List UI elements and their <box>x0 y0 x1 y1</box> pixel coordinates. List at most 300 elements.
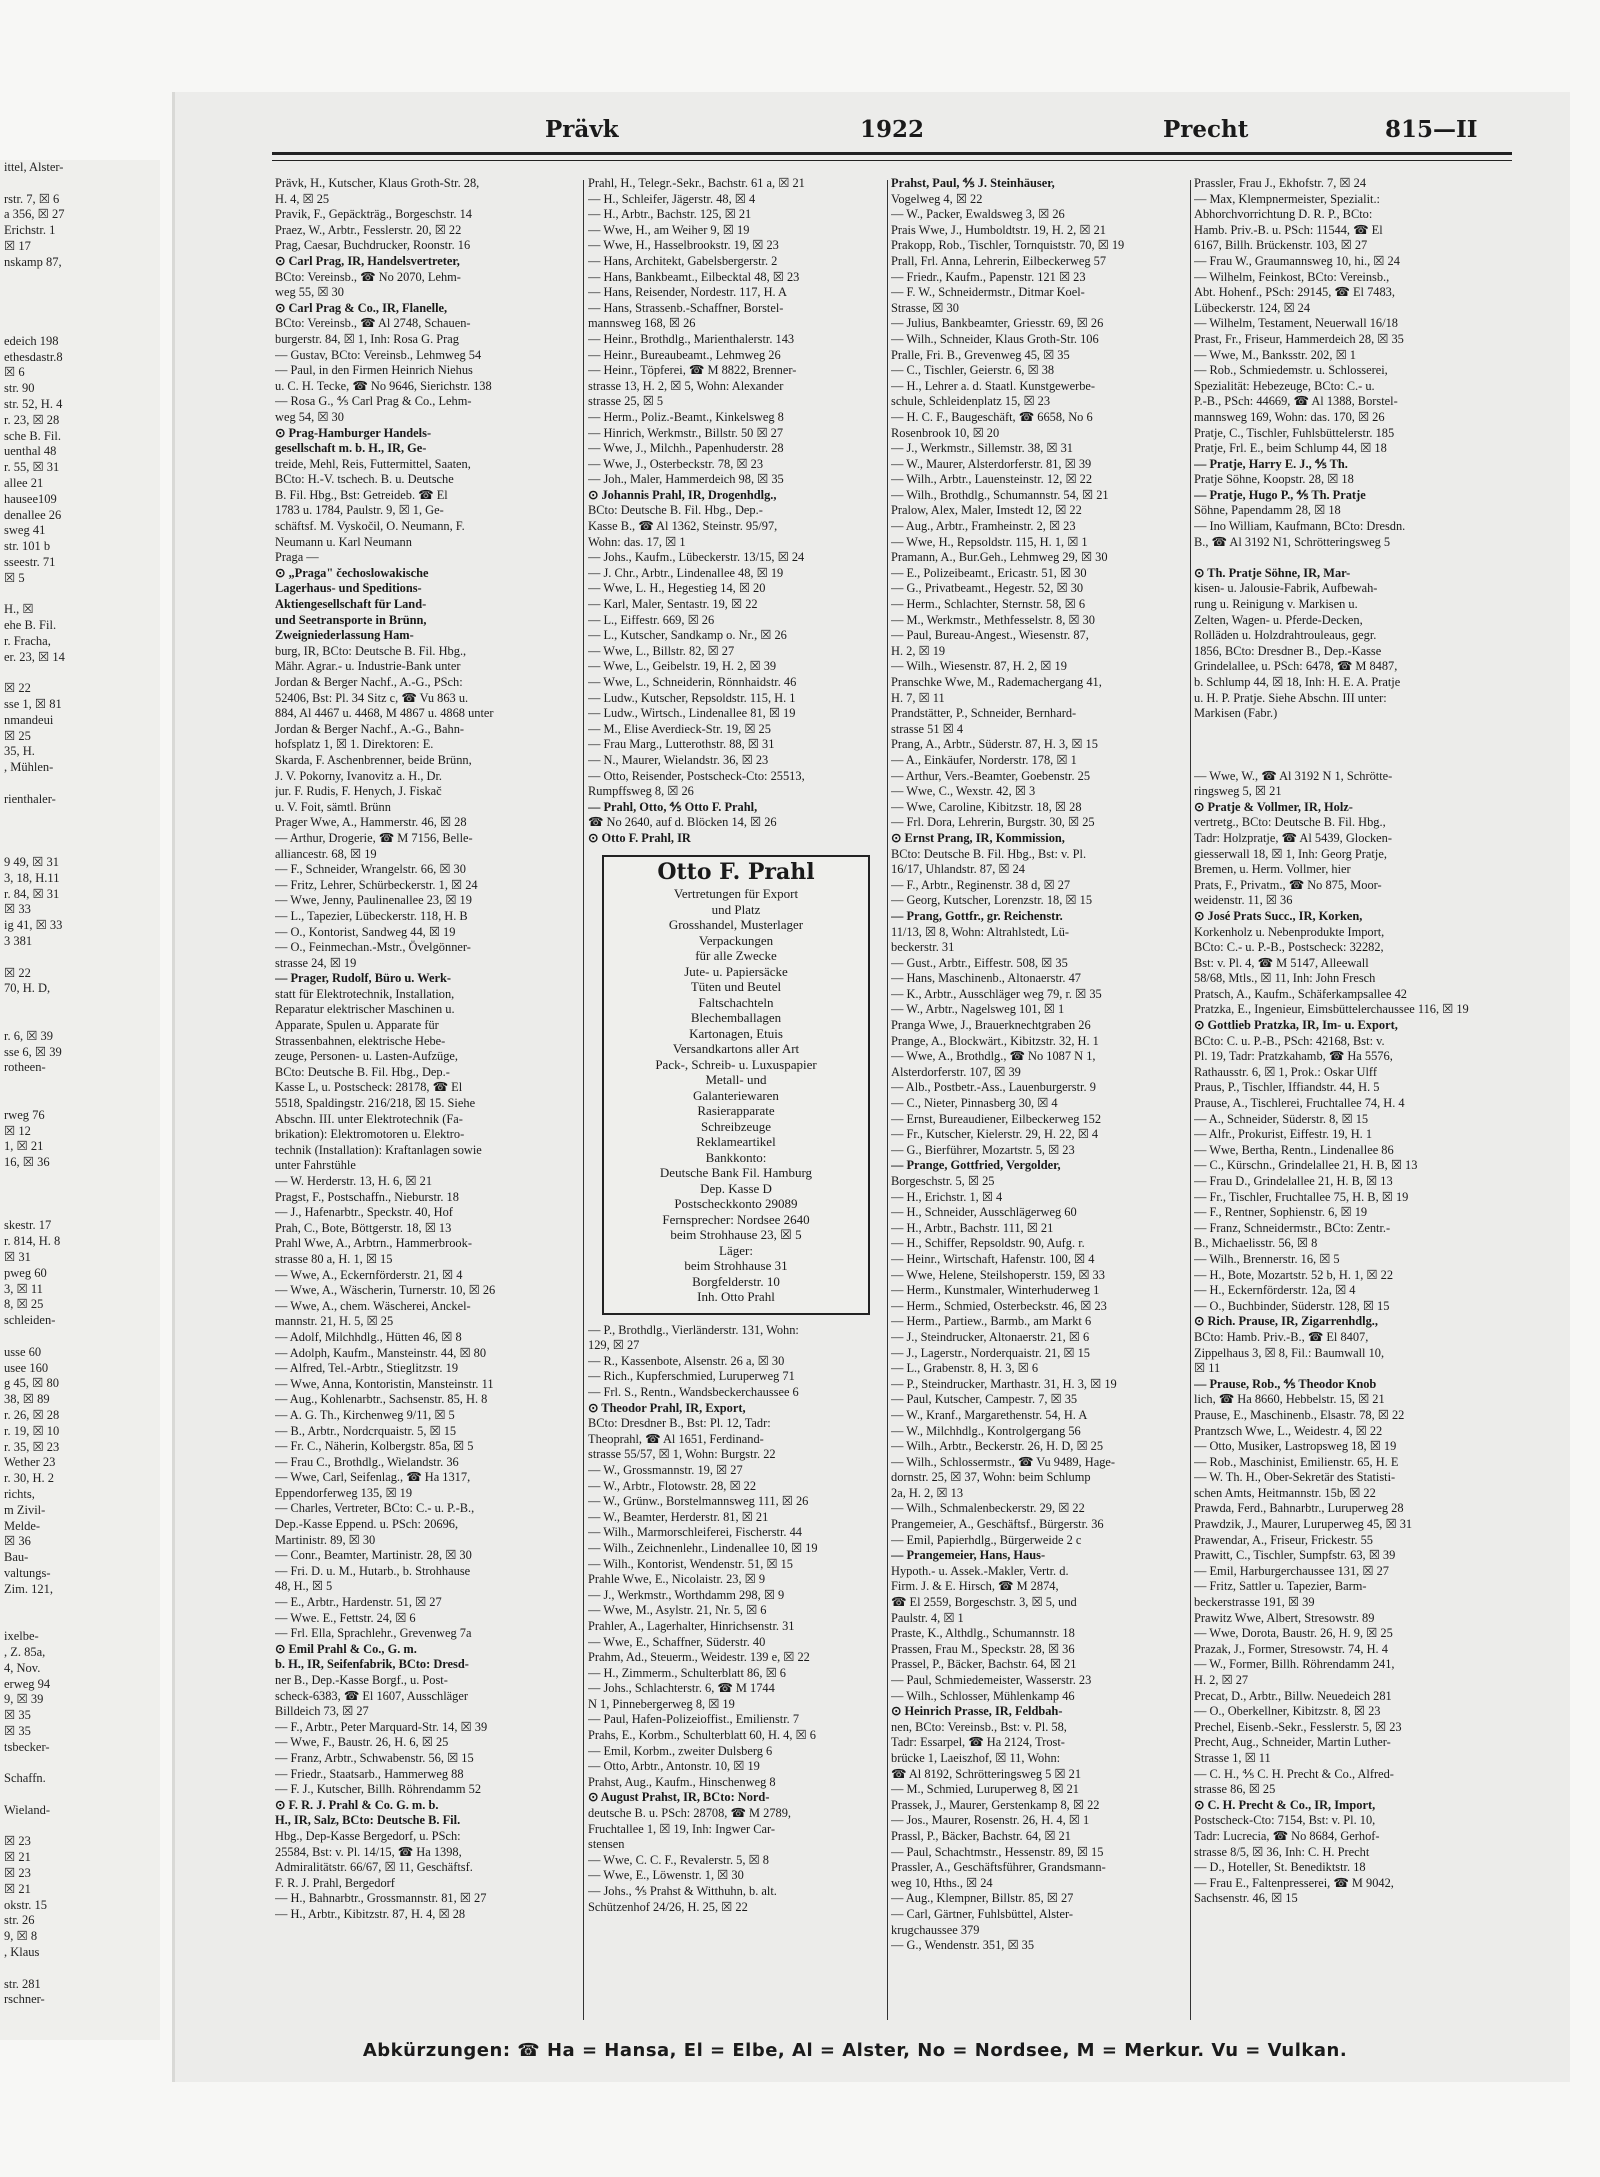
directory-entry: F. R. J. Prahl, Bergedorf <box>275 1875 395 1890</box>
directory-entry: — H., Schneider, Ausschlägerweg 60 <box>891 1205 1077 1220</box>
directory-entry: — H., Arbtr., Bachstr. 125, ☒ 21 <box>588 207 752 222</box>
advertisement-line: für alle Zwecke <box>695 948 777 964</box>
directory-entry: Pl. 19, Tadr: Pratzkahamb, ☎ Ha 5576, <box>1194 1049 1393 1064</box>
directory-entry: — Alb., Postbetr.-Ass., Lauenburgerstr. 9 <box>891 1080 1096 1095</box>
directory-entry: 52406, Bst: Pl. 34 Sitz c, ☎ Vu 863 u. <box>275 690 469 705</box>
advertisement-line: Inh. Otto Prahl <box>697 1289 775 1305</box>
directory-entry: B. Fil. Hbg., Bst: Getreideb. ☎ El <box>275 487 448 502</box>
previous-page-fragment: hausee109 <box>4 491 57 506</box>
directory-entry: Prävk, H., Kutscher, Klaus Groth-Str. 28, <box>275 176 480 190</box>
firm-entry: ⊙ C. H. Precht & Co., IR, Import, <box>1194 1797 1376 1812</box>
directory-entry: burg, IR, BCto: Deutsche B. Fil. Hbg., <box>275 643 467 658</box>
directory-entry: — Johs., ⅘ Prahst & Witthuhn, b. alt. <box>588 1884 777 1898</box>
directory-entry: — Wwe, E., Schaffner, Süderstr. 40 <box>588 1634 766 1649</box>
directory-entry: BCto: Deutsche B. Fil. Hbg., Dep.- <box>588 503 763 518</box>
directory-entry: — Frau Marg., Lutterothstr. 88, ☒ 31 <box>588 737 775 752</box>
directory-entry: — Wilhelm, Feinkost, BCto: Vereinsb., <box>1194 269 1390 284</box>
directory-entry: — W. Herderstr. 13, H. 6, ☒ 21 <box>275 1174 433 1188</box>
firm-entry: ⊙ Ernst Prang, IR, Kommission, <box>891 830 1065 845</box>
directory-entry: — Charles, Vertreter, BCto: C.- u. P.-B., <box>275 1501 475 1516</box>
directory-entry: — W., Arbtr., Flotowstr. 28, ☒ 22 <box>588 1478 757 1493</box>
directory-entry: ringsweg 5, ☒ 21 <box>1194 784 1282 799</box>
directory-entry: Martinistr. 89, ☒ 30 <box>275 1532 376 1547</box>
advertisement-line: Tüten und Beutel <box>690 979 782 995</box>
previous-page-fragment <box>0 1613 160 1629</box>
directory-entry: Pranga Wwe, J., Brauerknechtgraben 26 <box>891 1018 1091 1033</box>
advertisement-line: Borgfelderstr. 10 <box>692 1273 780 1289</box>
directory-entry: 11/13, ☒ 8, Wohn: Altrahlstedt, Lü- <box>891 924 1070 939</box>
directory-entry: Praste, K., Althdlg., Schumannstr. 18 <box>891 1626 1075 1641</box>
directory-entry: — Hinrich, Werkmstr., Billstr. 50 ☒ 27 <box>588 425 784 440</box>
directory-entry: Theoprahl, ☎ Al 1651, Ferdinand- <box>588 1431 764 1446</box>
previous-page-fragment: ☒ 22 <box>4 681 31 696</box>
firm-entry: — Pratje, Harry E. J., ⅘ Th. <box>1194 456 1348 471</box>
column-divider <box>583 180 584 2020</box>
firm-entry: Prahst, Paul, ⅘ J. Steinhäuser, <box>891 176 1055 190</box>
directory-entry: — W., Beamter, Herderstr. 81, ☒ 21 <box>588 1509 769 1524</box>
directory-entry: Prang, A., Arbtr., Süderstr. 87, H. 3, ☒ 15 <box>891 737 1098 752</box>
directory-entry: — Fri. D. u. M., Hutarb., b. Strohhause <box>275 1563 471 1578</box>
directory-entry: Praus, P., Tischler, Iffiandstr. 44, H. 5 <box>1194 1080 1380 1095</box>
advertisement-line: Kartonagen, Etuis <box>689 1025 783 1041</box>
directory-entry: — F., Schneider, Wrangelstr. 66, ☒ 30 <box>275 862 466 877</box>
directory-entry: — Gustav, BCto: Vereinsb., Lehmweg 54 <box>275 347 482 362</box>
directory-entry: strasse 86, ☒ 25 <box>1194 1782 1276 1797</box>
directory-entry: — Heinr., Töpferei, ☎ M 8822, Brenner- <box>588 363 797 378</box>
directory-entry: Prahl, H., Telegr.-Sekr., Bachstr. 61 a, ☒ 21 <box>588 176 805 190</box>
directory-entry: schule, Schleidenplatz 15, ☒ 23 <box>891 394 1051 409</box>
directory-entry: ☎ No 2640, auf d. Blöcken 14, ☒ 26 <box>588 815 777 830</box>
directory-entry: Jordan & Berger Nachf., A.-G., Bahn- <box>275 721 465 736</box>
directory-entry: — Herm., Kunstmaler, Winterhuderweg 1 <box>891 1283 1100 1298</box>
directory-entry: — M., Elise Averdieck-Str. 19, ☒ 25 <box>588 721 771 736</box>
directory-entry: N 1, Pinnebergerweg 8, ☒ 19 <box>588 1696 735 1711</box>
previous-page-fragment <box>0 1076 160 1092</box>
directory-entry: Prause, A., Tischlerei, Fruchtallee 74, H. 4 <box>1194 1096 1405 1111</box>
directory-entry: — Wwe, Dorota, Baustr. 26, H. 9, ☒ 25 <box>1194 1626 1393 1641</box>
directory-entry: — Frau D., Grindelallee 21, H. B, ☒ 13 <box>1194 1174 1393 1188</box>
directory-entry: — Paul, Schachtmstr., Hessenstr. 89, ☒ 15 <box>891 1844 1104 1859</box>
directory-entry: — Wwe, M., Banksstr. 202, ☒ 1 <box>1194 347 1356 362</box>
previous-page-fragment <box>0 1819 160 1835</box>
directory-entry: — Aug., Arbtr., Framheinstr. 2, ☒ 23 <box>891 519 1076 534</box>
advertisement-title: Otto F. Prahl <box>657 858 815 885</box>
directory-entry: — W., Former, Billh. Röhrendamm 241, <box>1194 1657 1395 1672</box>
firm-entry: ⊙ José Prats Succ., IR, Korken, <box>1194 908 1363 923</box>
advertisement-line: Fernsprecher: Nordsee 2640 <box>662 1211 810 1227</box>
directory-entry: Söhne, Papendamm 28, ☒ 18 <box>1194 503 1341 518</box>
directory-entry: strasse 51 ☒ 4 <box>891 721 964 736</box>
directory-entry: Borgeschstr. 5, ☒ 25 <box>891 1174 995 1188</box>
directory-entry: — Adolph, Kaufm., Mansteinstr. 44, ☒ 80 <box>275 1345 487 1360</box>
directory-entry: Eppendorferweg 135, ☒ 19 <box>275 1485 413 1500</box>
directory-entry: — Emil, Harburgerchaussee 131, ☒ 27 <box>1194 1563 1389 1578</box>
header-rule <box>272 152 1512 155</box>
previous-page-fragment: okstr. 15 <box>4 1897 48 1912</box>
previous-page-fragment: 3 381 <box>4 934 33 949</box>
directory-entry: — Paul, Schmiedemeister, Wasserstr. 23 <box>891 1673 1092 1687</box>
directory-entry: — Gust., Arbtr., Eiffestr. 508, ☒ 35 <box>891 955 1068 970</box>
directory-entry: — O., Oberkellner, Kibitzstr. 8, ☒ 23 <box>1194 1704 1381 1719</box>
previous-page-fragment: a 356, ☒ 27 <box>4 207 65 222</box>
firm-entry: — Prangemeier, Hans, Haus- <box>891 1548 1046 1563</box>
directory-entry: BCto: Vereinsb., ☎ No 2070, Lehm- <box>275 269 461 284</box>
directory-entry: Postscheck-Cto: 7154, Bst: v. Pl. 10, <box>1194 1813 1376 1828</box>
directory-entry: mannsweg 168, ☒ 26 <box>588 316 696 331</box>
directory-entry: ☎ Al 8192, Schrötteringsweg 5 ☒ 21 <box>891 1766 1082 1781</box>
directory-entry: dornstr. 25, ☒ 37, Wohn: beim Schlump <box>891 1470 1091 1485</box>
previous-page-fragment: ☒ 5 <box>4 570 25 585</box>
directory-entry: — Wwe, L., Schneiderin, Rönnhaidstr. 46 <box>588 675 797 689</box>
previous-page-fragment: sseestr. 71 <box>4 554 56 569</box>
directory-entry: zeuge, Personen- u. Lasten-Aufzüge, <box>275 1049 459 1064</box>
directory-entry: Prassek, J., Maurer, Gerstenkamp 8, ☒ 22 <box>891 1797 1100 1812</box>
directory-entry: BCto: Deutsche B. Fil. Hbg., Bst: v. Pl. <box>891 846 1087 861</box>
directory-entry: Pravik, F., Gepäckträg., Borgeschstr. 14 <box>275 207 472 222</box>
directory-entry: Praga — <box>275 550 319 565</box>
directory-entry: Prahm, Ad., Steuerm., Weidestr. 139 e, ☒ 22 <box>588 1650 810 1665</box>
directory-column-3 <box>891 176 1191 1954</box>
directory-entry: Kasse B., ☎ Al 1362, Steinstr. 95/97, <box>588 519 778 534</box>
previous-page-fragment: str. 101 b <box>4 539 51 554</box>
previous-page-fragment: Melde- <box>4 1518 41 1533</box>
directory-entry: H. 7, ☒ 11 <box>891 690 945 705</box>
directory-entry: — G., Bierführer, Mozartstr. 5, ☒ 23 <box>891 1142 1075 1157</box>
directory-entry: Praez, W., Arbtr., Fesslerstr. 20, ☒ 22 <box>275 222 462 237</box>
directory-entry: — Fr., Tischler, Fruchtallee 75, H. B, ☒ 19 <box>1194 1189 1409 1204</box>
directory-entry: — Rich., Kupferschmied, Luruperweg 71 <box>588 1369 795 1384</box>
advertisement-line: Blechemballagen <box>690 1010 782 1026</box>
previous-page-fragment: 1, ☒ 21 <box>4 1139 44 1154</box>
previous-page-fragment: ☒ 6 <box>4 365 25 380</box>
directory-entry: — Wwe, H., am Weiher 9, ☒ 19 <box>588 222 750 237</box>
directory-entry: b. Schlump 44, ☒ 18, Inh: H. E. A. Pratje <box>1194 675 1401 689</box>
directory-entry: Prahl Wwe, A., Arbtrn., Hammerbrook- <box>275 1236 472 1251</box>
directory-entry: statt für Elektrotechnik, Installation, <box>275 986 455 1001</box>
directory-entry: — Wwe, C., Wexstr. 42, ☒ 3 <box>891 784 1036 799</box>
directory-entry: — K., Arbtr., Ausschläger weg 79, r. ☒ 35 <box>891 986 1102 1001</box>
directory-entry: Prangemeier, A., Geschäftsf., Bürgerstr. 36 <box>891 1517 1104 1532</box>
directory-entry: — Ino William, Kaufmann, BCto: Dresdn. <box>1194 519 1406 534</box>
previous-page-fragment: 9, ☒ 39 <box>4 1692 44 1707</box>
directory-entry: u. V. Foit, sämtl. Brünn <box>275 799 391 814</box>
previous-page-fragment: r. 55, ☒ 31 <box>4 460 60 475</box>
directory-entry: jur. F. Rudis, F. Henych, J. Fiskač <box>275 784 442 799</box>
previous-page-fragment: ☒ 12 <box>4 1123 31 1138</box>
directory-entry: Pralle, Fri. B., Grevenweg 45, ☒ 35 <box>891 347 1070 362</box>
directory-entry: — A., Einkäufer, Norderstr. 178, ☒ 1 <box>891 752 1077 767</box>
directory-entry: — Wwe, C. C. F., Revalerstr. 5, ☒ 8 <box>588 1852 769 1867</box>
directory-entry: weg 10, Hths., ☒ 24 <box>891 1875 993 1890</box>
previous-page-fragment: ☒ 22 <box>4 965 31 980</box>
previous-page-fragment: str. 52, H. 4 <box>4 396 63 411</box>
previous-page-fragment <box>0 318 160 334</box>
header-rule-thin <box>272 160 1512 161</box>
directory-entry: — Herm., Schlachter, Sternstr. 58, ☒ 6 <box>891 597 1086 612</box>
directory-entry: — Adolf, Milchhdlg., Hütten 46, ☒ 8 <box>275 1329 462 1344</box>
firm-entry: b. H., IR, Seifenfabrik, BCto: Dresd- <box>275 1657 469 1672</box>
directory-entry: Prall, Frl. Anna, Lehrerin, Eilbeckerweg 57 <box>891 253 1107 268</box>
directory-entry: — Wwe, Carl, Seifenlag., ☎ Ha 1317, <box>275 1470 471 1485</box>
directory-entry: BCto: Vereinsb., ☎ Al 2748, Schauen- <box>275 316 471 331</box>
directory-entry: — Rosa G., ⅘ Carl Prag & Co., Lehm- <box>275 394 472 409</box>
directory-entry: ☎ El 2559, Borgeschstr. 3, ☒ 5, und <box>891 1595 1077 1610</box>
directory-entry: — Johs., Kaufm., Lübeckerstr. 13/15, ☒ 24 <box>588 550 805 565</box>
directory-entry: strasse 25, ☒ 5 <box>588 394 664 409</box>
previous-page-fragment: ethesdastr.8 <box>4 349 63 364</box>
previous-page-fragment <box>0 1171 160 1187</box>
directory-entry: stensen <box>588 1837 625 1852</box>
directory-entry: — Frl. S., Rentn., Wandsbeckerchaussee 6 <box>588 1385 799 1399</box>
previous-page-fragment: r. 6, ☒ 39 <box>4 1028 54 1043</box>
previous-page-fragment: valtungs- <box>4 1565 51 1580</box>
advertisement-line: Verpackungen <box>698 932 774 948</box>
directory-entry: BCto: C. u. P.-B., PSch: 42168, Bst: v. <box>1194 1033 1385 1048</box>
directory-entry: — C., Nieter, Pinnasberg 30, ☒ 4 <box>891 1096 1058 1111</box>
directory-entry: J. V. Pokorny, Ivanovitz a. H., Dr. <box>275 768 443 783</box>
previous-page-fragment: sweg 41 <box>4 523 46 538</box>
firm-entry: ⊙ Theodor Prahl, IR, Export, <box>588 1400 746 1415</box>
directory-entry: Prassel, P., Bäcker, Bachstr. 64, ☒ 21 <box>891 1657 1077 1672</box>
directory-entry: — W., Packer, Ewaldsweg 3, ☒ 26 <box>891 207 1065 222</box>
directory-entry: — G., Wendenstr. 351, ☒ 35 <box>891 1938 1035 1953</box>
page-number: 815—II <box>1385 116 1478 143</box>
directory-entry: — H., Bahnarbtr., Grossmannstr. 81, ☒ 27 <box>275 1891 487 1906</box>
directory-entry: — Wilh., Zeichnenlehr., Lindenallee 10, ☒ 19 <box>588 1540 818 1555</box>
previous-page-fragment <box>0 823 160 839</box>
directory-entry: — Wwe, L., Geibelstr. 19, H. 2, ☒ 39 <box>588 659 777 674</box>
directory-entry: Prassl, P., Bäcker, Bachstr. 64, ☒ 21 <box>891 1828 1071 1843</box>
previous-page-fragment: skestr. 17 <box>4 1218 52 1233</box>
directory-entry: Korkenholz u. Nebenprodukte Import, <box>1194 924 1385 939</box>
previous-page-fragment: erweg 94 <box>4 1676 51 1691</box>
advertisement-line: Bankkonto: <box>705 1149 767 1165</box>
abbreviations-footer: Abkürzungen: ☎ Ha = Hansa, El = Elbe, Al = Alster, No = Nordsee, M = Merkur. Vu = Vulkan. <box>362 2040 1348 2061</box>
directory-entry: — Friedr., Kaufm., Papenstr. 121 ☒ 23 <box>891 269 1086 284</box>
firm-entry: ⊙ Prag-Hamburger Handels- <box>275 425 432 440</box>
directory-entry: scheck-6383, ☎ El 1607, Ausschläger <box>275 1688 468 1703</box>
directory-entry: — Heinr., Brothdlg., Marienthalerstr. 143 <box>588 331 795 346</box>
directory-entry: Prassler, Frau J., Ekhofstr. 7, ☒ 24 <box>1194 176 1367 190</box>
directory-entry: — B., Arbtr., Nordcrquaistr. 5, ☒ 15 <box>275 1423 457 1438</box>
directory-entry: — C. H., ⅘ C. H. Precht & Co., Alfred- <box>1194 1766 1394 1781</box>
directory-entry: 16/17, Uhlandstr. 87, ☒ 24 <box>891 862 1025 877</box>
advertisement-line: beim Strohhause 31 <box>684 1258 788 1274</box>
previous-page-fragment: 38, ☒ 89 <box>4 1392 50 1407</box>
directory-entry: strasse 8/5, ☒ 36, Inh: C. H. Precht <box>1194 1844 1370 1859</box>
directory-entry: — Wilh., Wiesenstr. 87, H. 2, ☒ 19 <box>891 659 1067 674</box>
directory-entry: — Wwe, Bertha, Rentn., Lindenallee 86 <box>1194 1142 1394 1157</box>
directory-entry: — Wwe, M., Asylstr. 21, Nr. 5, ☒ 6 <box>588 1603 767 1618</box>
header-right-keyword: Precht <box>1163 116 1249 143</box>
directory-entry: — Wwe, A., Wäscherin, Turnerstr. 10, ☒ 26 <box>275 1283 496 1298</box>
directory-entry: — Paul, Bureau-Angest., Wiesenstr. 87, <box>891 628 1089 643</box>
directory-entry: technik (Installation): Kraftanlagen sowie <box>275 1142 482 1157</box>
directory-entry: Prager Wwe, A., Hammerstr. 46, ☒ 28 <box>275 815 467 830</box>
directory-entry: Dep.-Kasse Eppend. u. PSch: 20696, <box>275 1517 459 1532</box>
directory-entry: Prawitt, C., Tischler, Sumpfstr. 63, ☒ 39 <box>1194 1548 1396 1563</box>
directory-entry: Prandstätter, P., Schneider, Bernhard- <box>891 706 1077 721</box>
previous-page-fragment: r. 35, ☒ 23 <box>4 1439 60 1454</box>
firm-entry: — Prause, Rob., ⅘ Theodor Knob <box>1194 1376 1377 1391</box>
directory-entry: — R., Kassenbote, Alsenstr. 26 a, ☒ 30 <box>588 1353 785 1368</box>
firm-entry: — Prange, Gottfried, Vergolder, <box>891 1158 1061 1173</box>
previous-page-fragment: er. 23, ☒ 14 <box>4 649 65 664</box>
previous-page-fragment: usee 160 <box>4 1360 49 1375</box>
directory-entry: — M., Werkmstr., Methfesselstr. 8, ☒ 30 <box>891 612 1095 627</box>
directory-entry: — Herm., Schmied, Osterbeckstr. 46, ☒ 23 <box>891 1298 1107 1313</box>
firm-entry: ⊙ Gottlieb Pratzka, IR, Im- u. Export, <box>1194 1018 1398 1033</box>
directory-entry: — Aug., Kohlenarbtr., Sachsenstr. 85, H. 8 <box>275 1392 488 1407</box>
directory-entry: — Wilh., Brennerstr. 16, ☒ 5 <box>1194 1251 1340 1266</box>
directory-entry: strasse 24, ☒ 19 <box>275 955 357 970</box>
directory-entry: Strasse, ☒ 30 <box>891 300 959 315</box>
previous-page-fragment: Schaffn. <box>4 1771 46 1786</box>
directory-entry: Paulstr. 4, ☒ 1 <box>891 1610 964 1625</box>
directory-entry: — Ernst, Bureaudiener, Eilbeckerweg 152 <box>891 1111 1102 1126</box>
directory-entry: — W., Arbtr., Nagelsweg 101, ☒ 1 <box>891 1002 1065 1017</box>
directory-entry: — Wwe, J., Milchh., Papenhuderstr. 28 <box>588 441 784 456</box>
directory-entry: — Carl, Gärtner, Fuhlsbüttel, Alster- <box>891 1906 1073 1921</box>
previous-page-fragment: rienthaler- <box>4 791 56 806</box>
directory-entry: — Wilh., Arbtr., Lauensteinstr. 12, ☒ 22 <box>891 472 1093 487</box>
directory-entry: — Wwe, H., Hasselbrookstr. 19, ☒ 23 <box>588 238 779 253</box>
directory-entry: Prahs, E., Korbm., Schulterblatt 60, H. 4, ☒ 6 <box>588 1728 816 1743</box>
previous-page-fragment: sse 1, ☒ 81 <box>4 697 62 712</box>
previous-page-fragment <box>0 176 160 192</box>
directory-entry: — W., Grossmannstr. 19, ☒ 27 <box>588 1462 743 1477</box>
directory-entry: — Wwe, J., Osterbeckstr. 78, ☒ 23 <box>588 456 764 471</box>
previous-page-fragment: 3, ☒ 11 <box>4 1281 43 1296</box>
directory-entry: Prag, Caesar, Buchdrucker, Roonstr. 16 <box>275 238 471 253</box>
directory-entry: 2a, H. 2, ☒ 13 <box>891 1485 964 1500</box>
firm-entry: — Prang, Gottfr., gr. Reichenstr. <box>891 908 1063 923</box>
directory-entry: BCto: Hamb. Priv.-B., ☎ El 8407, <box>1194 1329 1369 1344</box>
directory-entry: Prakopp, Rob., Tischler, Tornquiststr. 70, ☒ 19 <box>891 238 1125 253</box>
directory-entry: mannstr. 21, H. 5, ☒ 25 <box>275 1314 394 1329</box>
directory-entry: Admiralitätstr. 66/67, ☒ 11, Geschäftsf. <box>275 1860 473 1875</box>
directory-entry: — Max, Klempnermeister, Spezialit.: <box>1194 191 1381 206</box>
previous-page-fragment: r. 814, H. 8 <box>4 1234 61 1249</box>
previous-page-fragment: tsbecker- <box>4 1739 50 1754</box>
previous-page-fragment <box>0 587 160 603</box>
directory-entry: treide, Mehl, Reis, Futtermittel, Saaten, <box>275 456 471 471</box>
previous-page-fragment: Zim. 121, <box>4 1581 53 1596</box>
directory-entry: Prause, E., Maschinenb., Elsastr. 78, ☒ 22 <box>1194 1407 1405 1422</box>
directory-entry: — O., Kontorist, Sandweg 44, ☒ 19 <box>275 924 456 939</box>
directory-entry: Tadr: Essarpel, ☎ Ha 2124, Trost- <box>891 1735 1065 1750</box>
previous-page-fragment: allee 21 <box>4 475 44 490</box>
directory-entry: — Ludw., Wirtsch., Lindenallee 81, ☒ 19 <box>588 706 796 721</box>
directory-entry: — J., Werkmstr., Sillemstr. 38, ☒ 31 <box>891 441 1073 456</box>
directory-entry: Pralow, Alex, Maler, Imstedt 12, ☒ 22 <box>891 503 1082 518</box>
previous-page-fragment: rotheen- <box>4 1060 46 1075</box>
directory-entry: 48, H., ☒ 5 <box>275 1579 333 1594</box>
previous-page-fragment: usse 60 <box>4 1344 42 1359</box>
previous-page-fragment: 9, ☒ 8 <box>4 1929 38 1944</box>
firm-entry: Aktiengesellschaft für Land- <box>275 597 427 612</box>
directory-entry: — Wilh., Schlosser, Mühlenkamp 46 <box>891 1688 1075 1703</box>
directory-column-1 <box>275 176 575 1923</box>
previous-page-fragment <box>0 666 160 682</box>
previous-page-fragment: 16, ☒ 36 <box>4 1155 50 1170</box>
directory-entry: — Wilh., Brothdlg., Schumannstr. 54, ☒ 21 <box>891 487 1109 502</box>
directory-entry: — Aug., Klempner, Billstr. 85, ☒ 27 <box>891 1891 1074 1906</box>
advertisement-line: Galanteriewaren <box>693 1087 779 1103</box>
directory-entry: — W. Th. H., Ober-Sekretär des Statisti- <box>1194 1470 1396 1485</box>
directory-entry <box>1194 550 1494 566</box>
previous-page-fragment: ☒ 33 <box>4 902 31 917</box>
previous-page-fragment: r. Fracha, <box>4 633 51 648</box>
directory-entry: Sachsenstr. 46, ☒ 15 <box>1194 1891 1298 1906</box>
previous-page-fragment: denallee 26 <box>4 507 62 522</box>
directory-entry: schen Amts, Heitmannstr. 15b, ☒ 22 <box>1194 1485 1376 1500</box>
directory-entry: — W., Kranf., Margarethenstr. 54, H. A <box>891 1407 1088 1422</box>
directory-entry: Pratsch, A., Kaufm., Schäferkampsallee 42 <box>1194 986 1407 1001</box>
directory-entry: — Georg, Kutscher, Lorenzstr. 18, ☒ 15 <box>891 893 1093 908</box>
firm-entry: Zweigniederlassung Ham- <box>275 628 414 643</box>
previous-page-fragment <box>0 950 160 966</box>
directory-entry: Pratje, Frl. E., beim Schlump 44, ☒ 18 <box>1194 441 1387 456</box>
directory-entry: — Wwe, H., Repsoldstr. 115, H. 1, ☒ 1 <box>891 534 1088 549</box>
previous-page-fragment: 70, H. D, <box>4 981 51 996</box>
directory-entry: Pratje, C., Tischler, Fuhlsbüttelerstr. 185 <box>1194 425 1395 440</box>
directory-entry: schäftsf. M. Vyskočil, O. Neumann, F. <box>275 519 465 534</box>
directory-entry: Prantzsch Wwe, L., Weidestr. 4, ☒ 22 <box>1194 1423 1383 1438</box>
directory-entry: Pratje Söhne, Koopstr. 28, ☒ 18 <box>1194 472 1354 487</box>
directory-entry: — D., Hoteller, St. Benediktstr. 18 <box>1194 1860 1366 1875</box>
header-left-keyword: Prävk <box>545 116 619 143</box>
directory-entry: Rosenbrook 10, ☒ 20 <box>891 425 1000 440</box>
directory-entry: Hbg., Dep-Kasse Bergedorf, u. PSch: <box>275 1828 461 1843</box>
advertisement-line: Versandkartons aller Art <box>672 1041 800 1057</box>
directory-entry: — Hans, Bankbeamt., Eilbecktal 48, ☒ 23 <box>588 269 800 284</box>
directory-entry: Bremen, u. Herm. Vollmer, hier <box>1194 862 1351 877</box>
directory-entry: — Arthur, Vers.-Beamter, Goebenstr. 25 <box>891 768 1091 783</box>
previous-page-fragment: m Zivil- <box>4 1502 46 1517</box>
directory-entry <box>1194 722 1494 738</box>
directory-entry: Rolläden u. Holzdrahtrouleaus, gegr. <box>1194 628 1377 643</box>
previous-page-fragment: , Klaus <box>4 1945 40 1960</box>
directory-entry: — Frau C., Brothdlg., Wielandstr. 36 <box>275 1454 459 1469</box>
firm-entry: ⊙ Otto F. Prahl, IR <box>588 830 691 845</box>
previous-page-fragment: nmandeui <box>4 712 54 727</box>
previous-page-fragment: Erichstr. 1 <box>4 223 56 238</box>
directory-entry <box>1194 737 1494 753</box>
previous-page-fragment: g 45, ☒ 80 <box>4 1376 59 1391</box>
directory-entry: brücke 1, Laeiszhof, ☒ 11, Wohn: <box>891 1750 1061 1765</box>
previous-page-fragment: r. 26, ☒ 28 <box>4 1407 60 1422</box>
directory-entry: — Paul, in den Firmen Heinrich Niehus <box>275 363 473 378</box>
directory-entry: — H., Schleifer, Jägerstr. 48, ☒ 4 <box>588 191 756 206</box>
previous-page-fragment <box>0 302 160 318</box>
directory-entry: — H., Eckernförderstr. 12a, ☒ 4 <box>1194 1283 1356 1298</box>
firm-entry: ⊙ Th. Pratje Söhne, IR, Mar- <box>1194 565 1351 580</box>
previous-page-fragment <box>0 1092 160 1108</box>
directory-entry: — Wilh., Kontorist, Wendenstr. 51, ☒ 15 <box>588 1556 793 1571</box>
firm-entry: ⊙ F. R. J. Prahl & Co. G. m. b. <box>275 1797 439 1812</box>
directory-entry: — Frau E., Faltenpresserei, ☎ M 9042, <box>1194 1875 1394 1890</box>
directory-entry: Prawitz Wwe, Albert, Stresowstr. 89 <box>1194 1610 1375 1625</box>
firm-entry: ⊙ Heinrich Prasse, IR, Feldbah- <box>891 1704 1063 1719</box>
directory-entry: H. 2, ☒ 19 <box>891 643 946 658</box>
directory-entry: H. 2, ☒ 27 <box>1194 1673 1249 1687</box>
directory-entry: — Wwe, F., Baustr. 26, H. 6, ☒ 25 <box>275 1735 449 1750</box>
directory-entry: BCto: Dresdner B., Bst: Pl. 12, Tadr: <box>588 1416 771 1431</box>
firm-entry: — Prager, Rudolf, Büro u. Werk- <box>275 971 452 986</box>
advertisement-line: Vertretungen für Export <box>673 886 799 902</box>
directory-entry: — Otto, Arbtr., Antonstr. 10, ☒ 19 <box>588 1759 760 1774</box>
